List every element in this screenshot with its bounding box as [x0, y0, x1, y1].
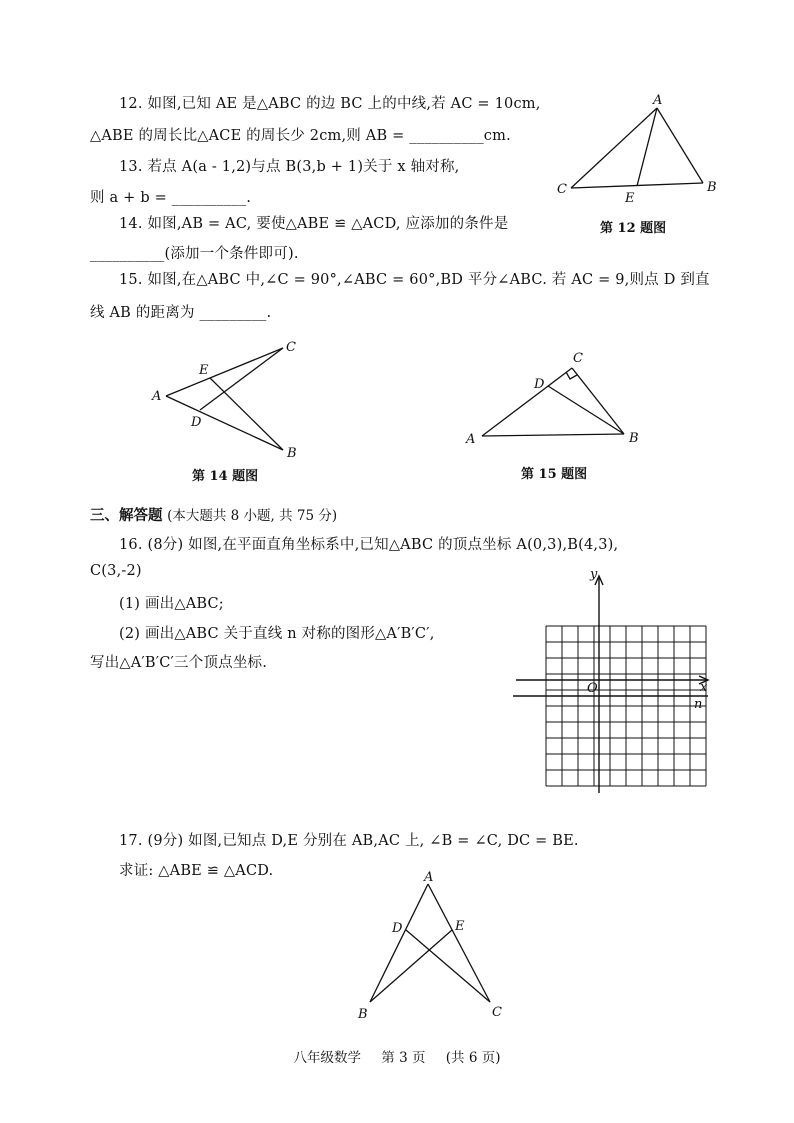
q17-segment-dc: [406, 930, 490, 1002]
q16-line1: 16. (8分) 如图,在平面直角坐标系中,已知△ABC 的顶点坐标 A(0,3),B(4,3),: [119, 537, 619, 553]
q15-caption: 第 15 题图: [521, 467, 588, 482]
q17-side-ab: [370, 884, 428, 1002]
q15-label-d: D: [534, 377, 545, 392]
q16-part2b: 写出△A′B′C′三个顶点坐标.: [90, 655, 268, 671]
q17-label-a: A: [424, 870, 434, 885]
footer-subject: 八年级数学: [293, 1050, 361, 1066]
q16-label-y: y: [590, 567, 598, 582]
q15-line2: 线 AB 的距离为 _________.: [90, 305, 272, 321]
q12-label-e: E: [625, 191, 635, 206]
q17-line2: 求证: △ABE ≌ △ACD.: [119, 863, 274, 879]
q12-line2: △ABE 的周长比△ACE 的周长少 2cm,则 AB = __________cm.: [90, 128, 511, 144]
q14-caption: 第 14 题图: [192, 469, 259, 484]
q13-line2: 则 a + b = __________.: [90, 190, 252, 206]
q17-line1: 17. (9分) 如图,已知点 D,E 分别在 AB,AC 上, ∠B = ∠C, DC = BE.: [119, 833, 579, 849]
q12-caption: 第 12 题图: [600, 221, 667, 236]
q14-label-e: E: [199, 363, 209, 378]
q12-label-b: B: [707, 180, 717, 195]
q16-label-x: x: [700, 680, 708, 695]
q12-label-c: C: [557, 182, 567, 197]
q16-part2: (2) 画出△ABC 关于直线 n 对称的图形△A′B′C′,: [119, 626, 435, 642]
q14-line2: __________(添加一个条件即可).: [90, 246, 299, 262]
q17-label-d: D: [392, 921, 403, 936]
q15-line1: 15. 如图,在△ABC 中,∠C = 90°,∠ABC = 60°,BD 平分∠ABC. 若 AC = 9,则点 D 到直: [119, 272, 710, 288]
q14-line1: 14. 如图,AB = AC, 要使△ABE ≌ △ACD, 应添加的条件是: [119, 216, 509, 232]
section3-title: 三、解答题: [90, 507, 163, 524]
q17-label-e: E: [455, 919, 465, 934]
q16-label-o: O: [587, 681, 598, 696]
q12-line1: 12. 如图,已知 AE 是△ABC 的边 BC 上的中线,若 AC = 10cm,: [119, 96, 541, 112]
footer-total: (共 6 页): [445, 1050, 501, 1066]
q14-label-d: D: [191, 415, 202, 430]
q14-label-b: B: [287, 446, 297, 461]
q17-label-b: B: [358, 1007, 368, 1022]
footer-page: 第 3 页: [381, 1050, 426, 1066]
q15-label-b: B: [629, 431, 639, 446]
page-footer: [0, 1046, 794, 1066]
q14-label-a: A: [152, 389, 162, 404]
q17-label-c: C: [492, 1005, 502, 1020]
q16-part1: (1) 画出△ABC;: [119, 596, 224, 612]
q17-segment-be: [370, 930, 452, 1002]
q13-line1: 13. 若点 A(a - 1,2)与点 B(3,b + 1)关于 x 轴对称,: [119, 159, 460, 175]
q16-line2: C(3,-2): [90, 563, 142, 579]
q15-label-c: C: [573, 351, 583, 366]
q14-label-c: C: [286, 340, 296, 355]
q15-label-a: A: [466, 432, 476, 447]
q12-label-a: A: [653, 93, 663, 108]
section3-note: (本大题共 8 小题, 共 75 分): [167, 508, 338, 524]
q16-label-n: n: [694, 697, 703, 712]
